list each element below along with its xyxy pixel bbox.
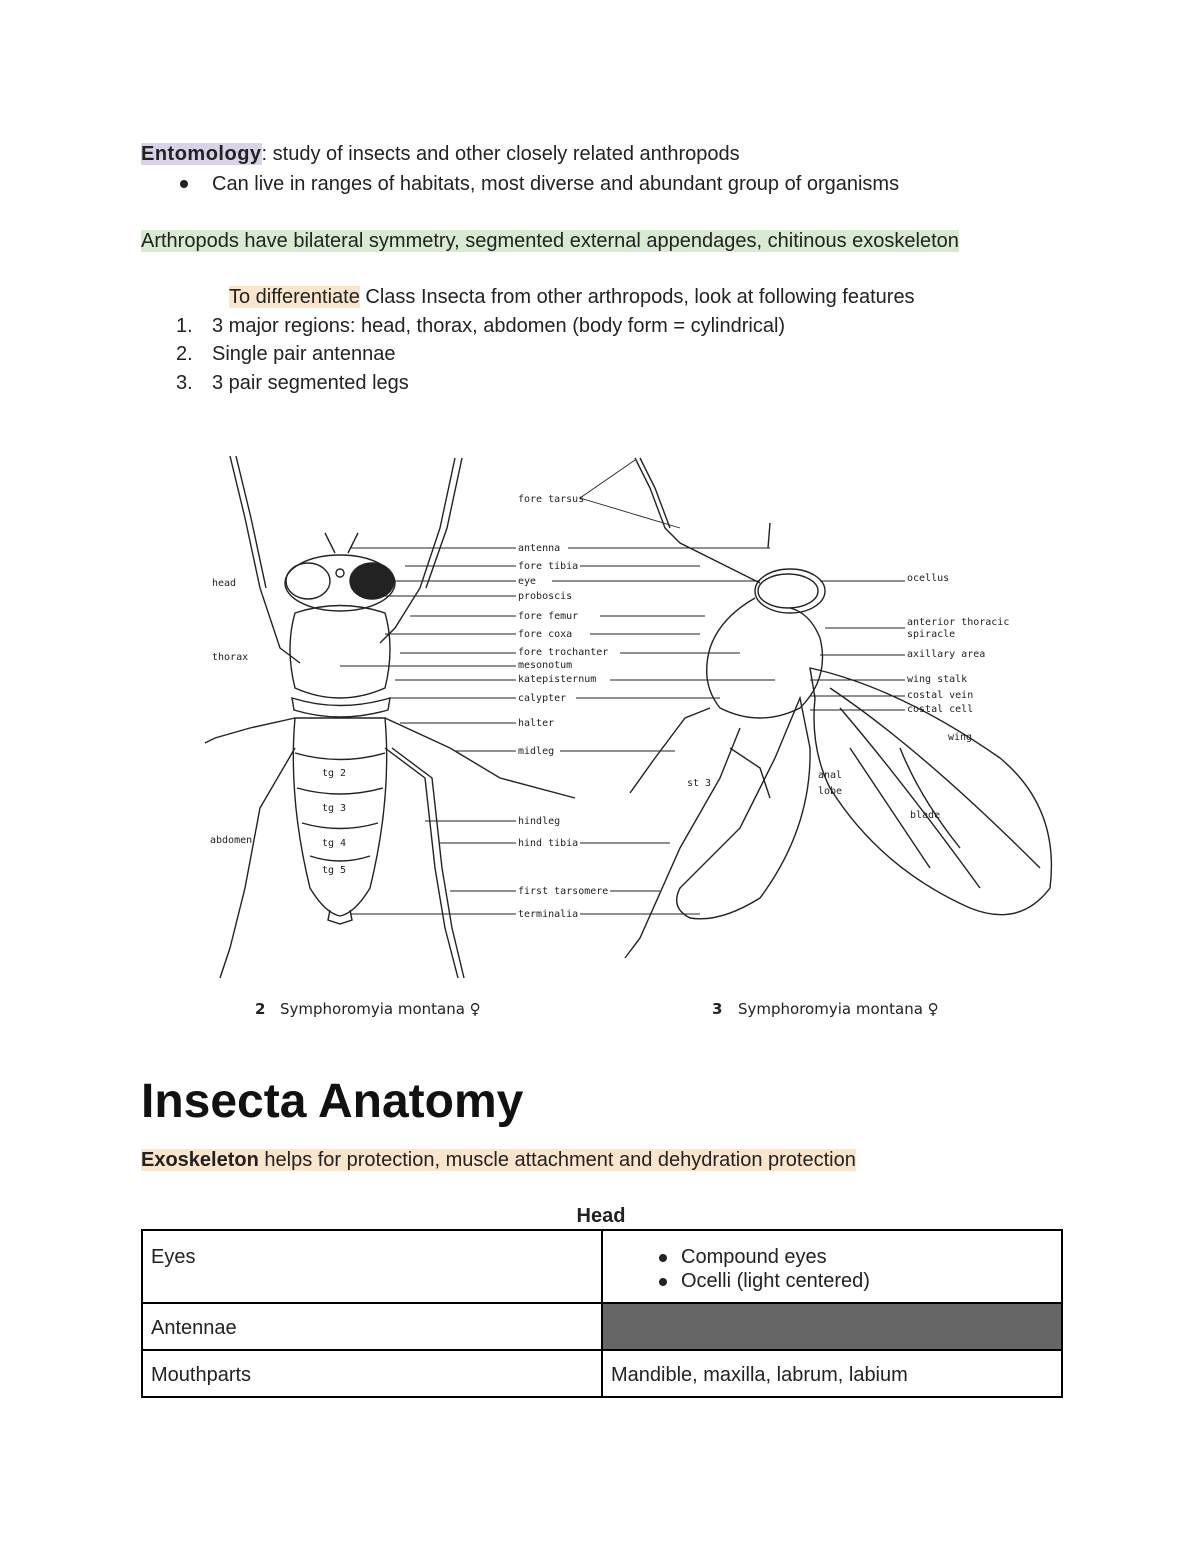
- lateral-fly-drawing: [625, 458, 1051, 958]
- antenna-label: antenna: [518, 543, 561, 554]
- head-table-title: Head: [576, 1205, 626, 1227]
- midleg-right: [385, 718, 575, 798]
- fore-trochanter-label: fore trochanter: [518, 647, 609, 658]
- habitat-bullet-text: Can live in ranges of habitats, most diverse and abundant group of organisms: [212, 173, 900, 195]
- eye-right: [350, 563, 394, 599]
- tergite-label: tg 5: [322, 865, 347, 876]
- tergite-label: tg 2: [322, 768, 347, 779]
- fore-leg-left: [230, 456, 300, 663]
- section-title: Insecta Anatomy: [141, 1075, 524, 1128]
- exoskeleton-term: Exoskeleton: [141, 1149, 259, 1171]
- costal-vein-label: costal vein: [907, 690, 974, 701]
- fore-leg-right: [380, 458, 455, 643]
- katepisternum-label: katepisternum: [518, 674, 597, 685]
- list-number: 2.: [176, 343, 193, 365]
- wing-stalk-label: wing stalk: [907, 674, 968, 685]
- fore-tibia-label: fore tibia: [518, 561, 579, 572]
- caption-right-name: Symphoromyia montana ♀: [738, 1000, 939, 1018]
- exoskeleton-line: [141, 1147, 856, 1173]
- list-item: 3 major regions: head, thorax, abdomen (body form = cylindrical): [212, 315, 786, 337]
- table-row: [142, 1350, 1062, 1397]
- eye-left: [286, 563, 330, 599]
- table-cell-label: Eyes: [142, 1230, 602, 1303]
- entomology-term: Entomology: [141, 143, 262, 165]
- antenna-pair: [325, 533, 358, 553]
- dorsal-fly-drawing: [205, 456, 575, 978]
- fore-tarsus-label: fore tarsus: [518, 494, 585, 505]
- hindleg-right: [385, 748, 458, 978]
- table-cell-label: Mouthparts: [142, 1350, 602, 1397]
- lobe-label: lobe: [818, 786, 843, 797]
- list-item: Compound eyes: [611, 1245, 1053, 1269]
- caption-left-name: Symphoromyia montana ♀: [280, 1000, 481, 1018]
- lateral-thorax: [707, 598, 823, 718]
- anterior-thoracic-label: anterior thoracic: [907, 617, 1010, 628]
- mesonotum-label: mesonotum: [518, 660, 573, 671]
- eye-label: eye: [518, 576, 537, 587]
- head-label: head: [212, 578, 237, 589]
- proboscis-label: proboscis: [518, 591, 573, 602]
- tergite-label: tg 3: [322, 803, 347, 814]
- table-cell-shaded: [602, 1303, 1062, 1350]
- tergite-label: tg 4: [322, 838, 347, 849]
- midleg-left: [205, 718, 295, 743]
- leader-lines: [340, 460, 905, 914]
- hind-tibia-label: hind tibia: [518, 838, 579, 849]
- caption-right-number: 3: [712, 1000, 723, 1018]
- head-table: [141, 1229, 1063, 1398]
- halter-label: halter: [518, 718, 555, 729]
- list-number: 1.: [176, 315, 193, 337]
- list-item: 3 pair segmented legs: [212, 372, 409, 394]
- arthropods-text: Arthropods have bilateral symmetry, segmented external appendages, chitinous exoskeleton: [141, 230, 959, 252]
- table-cell-value: [602, 1230, 1062, 1303]
- spiracle-label: spiracle: [907, 629, 956, 640]
- terminalia-label: terminalia: [518, 909, 579, 920]
- caption-left-number: 2: [255, 1000, 266, 1018]
- eyes-list: [611, 1245, 1053, 1293]
- lateral-abdomen: [677, 698, 810, 919]
- wing-label: wing: [948, 732, 973, 743]
- bullet-icon: [180, 180, 188, 188]
- blade-label: blade: [910, 810, 941, 821]
- fore-femur-label: fore femur: [518, 611, 579, 622]
- arthropods-line: [141, 228, 959, 254]
- table-row: [142, 1303, 1062, 1350]
- thorax-label: thorax: [212, 652, 249, 663]
- entomology-definition: [141, 141, 740, 167]
- list-item: Ocelli (light centered): [611, 1269, 1053, 1293]
- axillary-area-label: axillary area: [907, 649, 986, 660]
- differentiate-text: Class Insecta from other arthropods, look at following features: [359, 286, 915, 308]
- exoskeleton-text: helps for protection, muscle attachment and dehydration protection: [258, 1149, 856, 1171]
- fly-abdomen: [293, 718, 386, 916]
- calypter-label: calypter: [518, 693, 567, 704]
- list-number: 3.: [176, 372, 193, 394]
- first-tarsomere-label: first tarsomere: [518, 886, 609, 897]
- st3-label: st 3: [687, 778, 712, 789]
- hindleg-label: hindleg: [518, 816, 561, 827]
- ocellus-label: ocellus: [907, 573, 950, 584]
- table-row: [142, 1230, 1062, 1303]
- midleg-label: midleg: [518, 746, 555, 757]
- costal-cell-label: costal cell: [907, 704, 974, 715]
- differentiate-highlight: To differentiate: [229, 286, 360, 308]
- table-cell-value: Mandible, maxilla, labrum, labium: [602, 1350, 1062, 1397]
- hindleg-left: [220, 748, 295, 978]
- differentiate-line: [229, 284, 915, 310]
- abdomen-label: abdomen: [210, 835, 253, 846]
- anal-label: anal: [818, 770, 843, 781]
- table-cell-label: Antennae: [142, 1303, 602, 1350]
- lateral-eye: [755, 569, 825, 613]
- entomology-text: : study of insects and other closely related anthropods: [261, 143, 740, 165]
- list-item: Single pair antennae: [212, 343, 396, 365]
- insect-anatomy-figure: [200, 448, 1070, 1028]
- fly-thorax: [290, 606, 390, 699]
- fore-coxa-label: fore coxa: [518, 629, 573, 640]
